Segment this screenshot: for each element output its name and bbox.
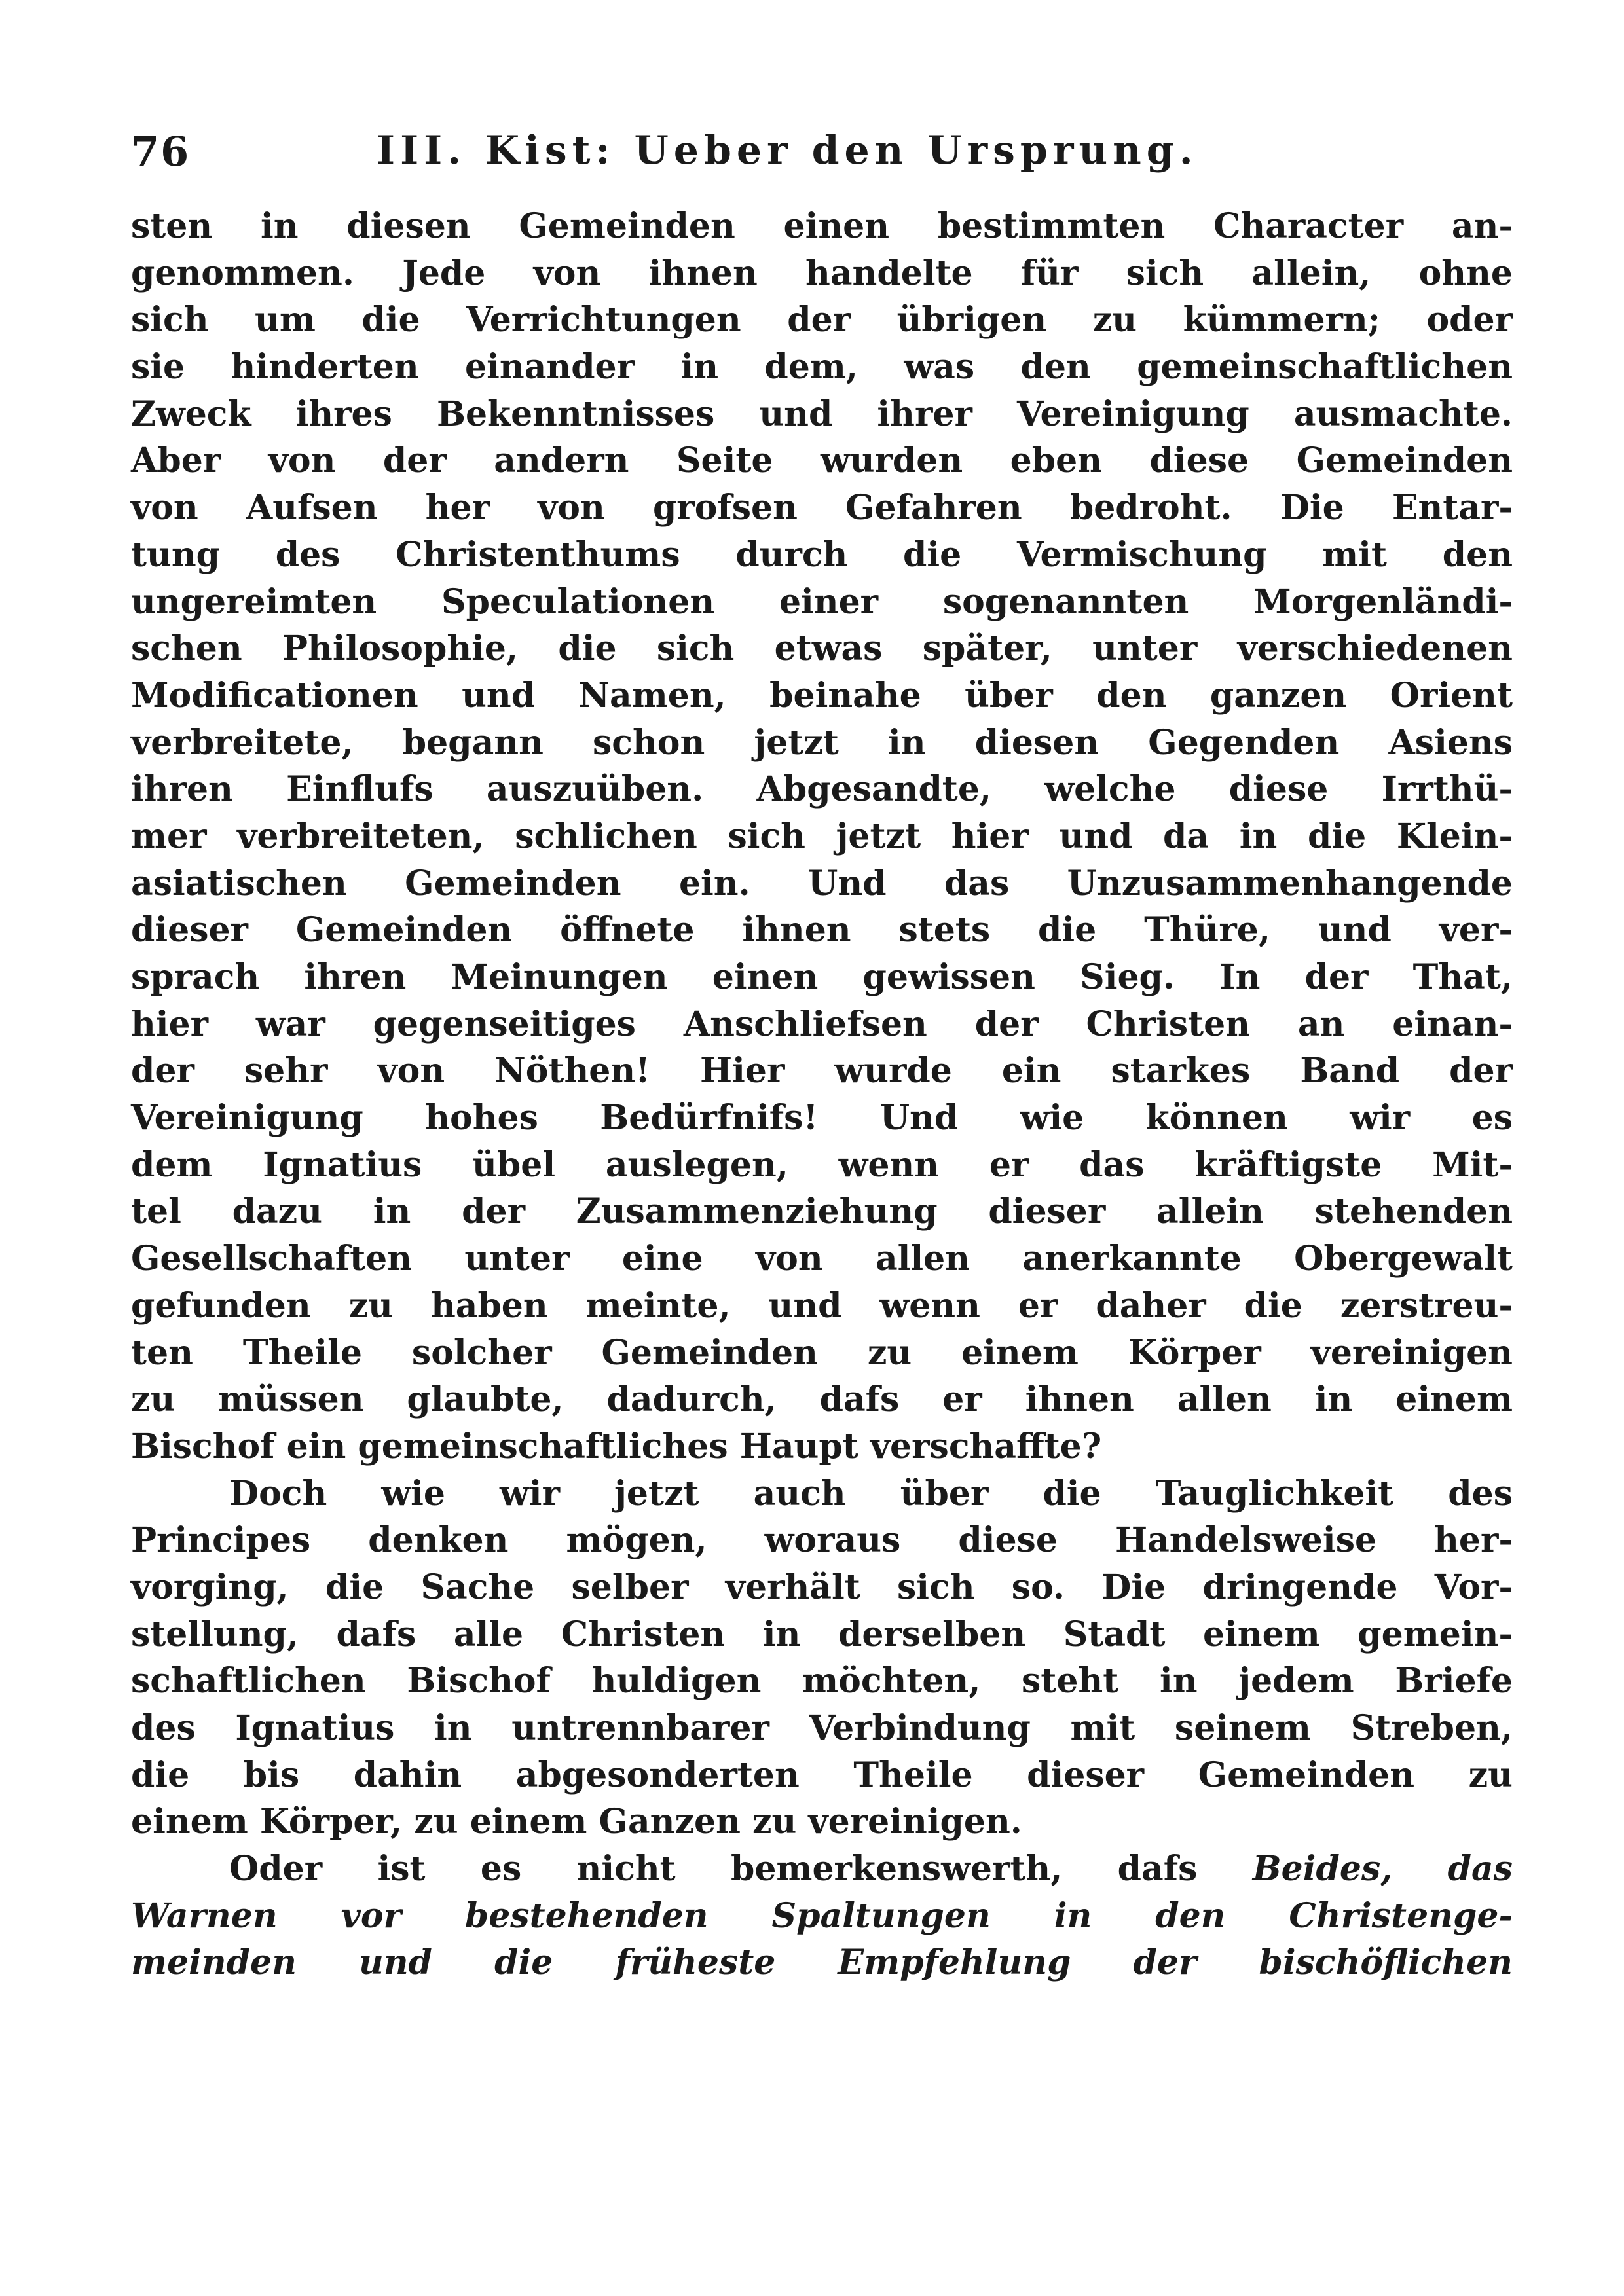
text-line: sten in diesen Gemeinden einen bestimmten Character an- <box>131 206 1513 246</box>
text-line: schaftlichen Bischof huldigen möchten, steht in jedem Briefe <box>131 1661 1513 1702</box>
text-line: verbreitete, begann schon jetzt in diesen Gegenden Asiens <box>131 722 1513 763</box>
text-line <box>131 1846 1513 1893</box>
text-line: Gesellschaften unter eine von allen anerkannte Obergewalt <box>131 1239 1513 1279</box>
body-text <box>131 203 1513 1986</box>
text-line: asiatischen Gemeinden ein. Und das Unzusammenhangende <box>131 863 1513 903</box>
text-line: der sehr von Nöthen! Hier wurde ein starkes Band der <box>131 1051 1513 1091</box>
text-line: dem Ignatius übel auslegen, wenn er das kräftigste Mit- <box>131 1144 1513 1185</box>
text-line: tel dazu in der Zusammenziehung dieser allein stehenden <box>131 1192 1513 1232</box>
page-number: 76 <box>131 128 191 175</box>
text-line: dieser Gemeinden öffnete ihnen stets die Thüre, und ver- <box>131 910 1513 951</box>
text-line: die bis dahin abgesonderten Theile dieser Gemeinden zu <box>131 1755 1513 1795</box>
text-line-roman: Oder ist es nicht bemerkenswerth, dafs <box>229 1849 1198 1889</box>
text-line: sich um die Verrichtungen der übrigen zu kümmern; oder <box>131 300 1513 340</box>
text-line: Modificationen und Namen, beinahe über den ganzen Orient <box>131 675 1513 716</box>
text-line: Principes denken mögen, woraus diese Handelsweise her- <box>131 1520 1513 1561</box>
text-line: mer verbreiteten, schlichen sich jetzt hier und da in die Klein- <box>131 816 1513 856</box>
text-line: ungereimten Speculationen einer sogenannten Morgenländi- <box>131 581 1513 622</box>
text-line: stellung, dafs alle Christen in derselben Stadt einem gemein- <box>131 1614 1513 1654</box>
text-line: tung des Christenthums durch die Vermischung mit den <box>131 534 1513 575</box>
text-line: Warnen vor bestehenden Spaltungen in den Christenge- <box>131 1895 1513 1936</box>
text-line: Aber von der andern Seite wurden eben diese Gemeinden <box>131 441 1513 481</box>
text-line: schen Philosophie, die sich etwas später, unter verschiedenen <box>131 629 1513 669</box>
text-line: hier war gegenseitiges Anschliefsen der Christen an einan- <box>131 1004 1513 1044</box>
page-header <box>131 115 1513 187</box>
text-line: ihren Einflufs auszuüben. Abgesandte, welche diese Irrthü- <box>131 769 1513 810</box>
text-line-italic: Beides, das <box>1252 1849 1513 1889</box>
text-line: vorging, die Sache selber verhält sich so. Die dringende Vor- <box>131 1567 1513 1607</box>
text-line: zu müssen glaubte, dadurch, dafs er ihnen allen in einem <box>131 1379 1513 1420</box>
text-line: genommen. Jede von ihnen handelte für sich allein, ohne <box>131 253 1513 293</box>
text-line: Zweck ihres Bekenntnisses und ihrer Vereinigung ausmachte. <box>131 393 1513 434</box>
text-line: des Ignatius in untrennbarer Verbindung mit seinem Streben, <box>131 1708 1513 1748</box>
book-page <box>131 115 1513 1983</box>
text-line: gefunden zu haben meinte, und wenn er daher die zerstreu- <box>131 1285 1513 1326</box>
text-line: meinden und die früheste Empfehlung der bischöflichen <box>131 1942 1513 1983</box>
text-line: Vereinigung hohes Bedürfnifs! Und wie können wir es <box>131 1098 1513 1139</box>
text-line: einem Körper, zu einem Ganzen zu vereinigen. <box>131 1802 1022 1842</box>
text-line: sprach ihren Meinungen einen gewissen Sieg. In der That, <box>131 957 1513 997</box>
text-line: ten Theile solcher Gemeinden zu einem Körper vereinigen <box>131 1332 1513 1373</box>
text-line: Doch wie wir jetzt auch über die Tauglichkeit des <box>229 1473 1513 1514</box>
text-line: Bischof ein gemeinschaftliches Haupt verschaffte? <box>131 1426 1102 1467</box>
text-line: von Aufsen her von grofsen Gefahren bedroht. Die Entar- <box>131 488 1513 528</box>
running-head: III. Kist: Ueber den Ursprung. <box>377 128 1198 173</box>
text-line: sie hinderten einander in dem, was den gemeinschaftlichen <box>131 347 1513 388</box>
